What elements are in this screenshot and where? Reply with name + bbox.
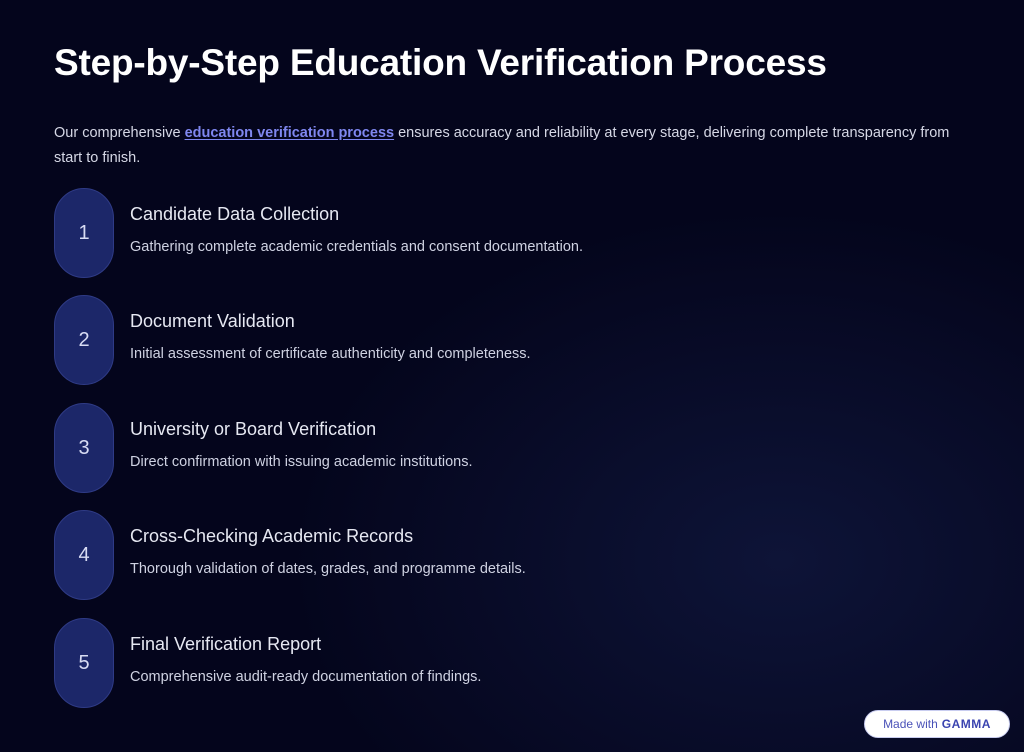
step-item xyxy=(54,295,954,387)
step-item xyxy=(54,188,954,280)
step-item xyxy=(54,618,954,710)
step-title: Document Validation xyxy=(130,311,295,331)
gamma-logo: GAMMA xyxy=(941,717,991,731)
step-number-badge: 4 xyxy=(54,510,114,600)
step-title: University or Board Verification xyxy=(130,419,377,439)
step-description: Direct confirmation with issuing academic institutions. xyxy=(130,454,473,470)
step-number-badge: 3 xyxy=(54,403,114,493)
intro-paragraph xyxy=(54,121,974,171)
badge-prefix: Made with xyxy=(883,717,938,731)
step-title: Cross-Checking Academic Records xyxy=(130,526,414,546)
step-item xyxy=(54,510,954,602)
page-title: Step-by-Step Education Verification Process xyxy=(54,42,827,83)
step-number-badge: 1 xyxy=(54,188,114,278)
step-description: Comprehensive audit-ready documentation of findings. xyxy=(130,669,482,685)
step-title: Final Verification Report xyxy=(130,634,322,654)
education-verification-link[interactable]: education verification process xyxy=(184,125,395,141)
step-title: Candidate Data Collection xyxy=(130,204,340,224)
made-with-gamma-badge[interactable] xyxy=(864,710,1010,738)
step-number-badge: 2 xyxy=(54,295,114,385)
step-number-badge: 5 xyxy=(54,618,114,708)
intro-text-after: ensures accuracy and reliability at every stage, delivering complete transparency from start to finish. xyxy=(54,125,950,166)
step-description: Thorough validation of dates, grades, and programme details. xyxy=(130,561,526,577)
step-description: Gathering complete academic credentials and consent documentation. xyxy=(130,239,583,255)
step-item xyxy=(54,403,954,495)
step-description: Initial assessment of certificate authenticity and completeness. xyxy=(130,346,531,362)
intro-text-before: Our comprehensive xyxy=(54,125,185,141)
